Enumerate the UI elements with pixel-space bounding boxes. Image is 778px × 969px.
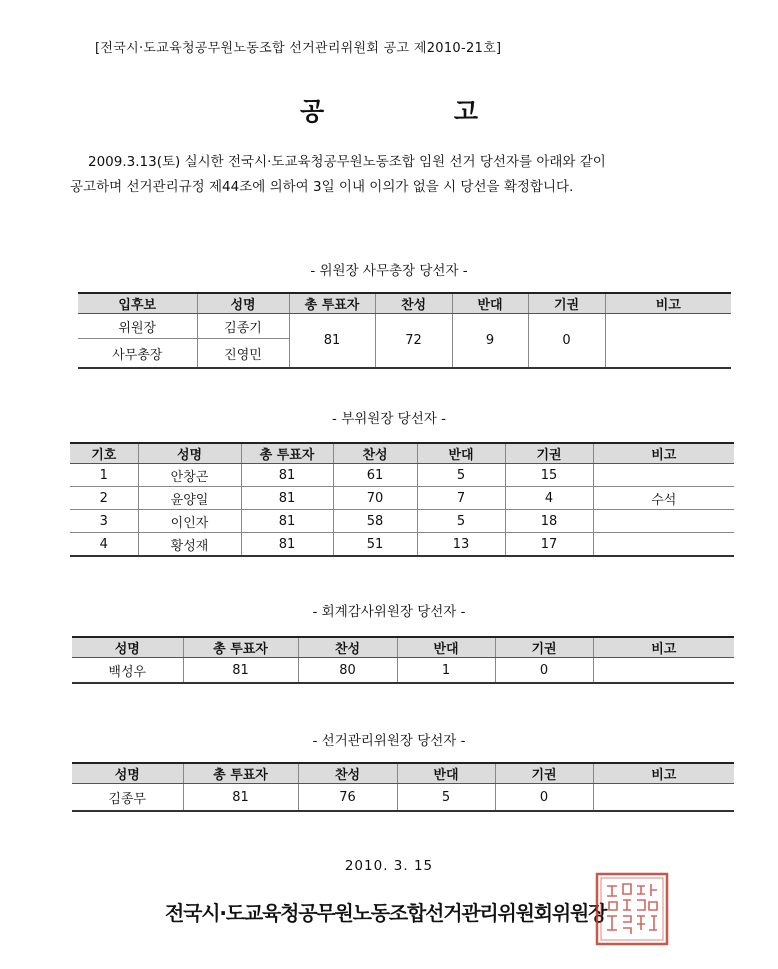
col-header: 찬성 [298, 763, 397, 784]
col-header: 반대 [417, 443, 505, 464]
table-chair-secretary [78, 292, 731, 369]
col-header: 성명 [197, 293, 289, 314]
intro-line-2: 공고하며 선거관리규정 제44조에 의하여 3일 이내 이의가 없을 시 당선을 확정합니다. [70, 179, 574, 195]
note-cell [593, 464, 734, 487]
total-cell: 81 [241, 464, 333, 487]
col-header: 총 투표자 [289, 293, 375, 314]
col-header: 총 투표자 [183, 637, 298, 658]
abstain-cell: 18 [505, 510, 593, 533]
col-header: 반대 [397, 763, 495, 784]
yes-cell: 72 [375, 314, 452, 369]
title-char-2: 고 [453, 97, 478, 126]
total-cell: 81 [289, 314, 375, 369]
col-header: 반대 [452, 293, 528, 314]
no-cell: 5 [417, 510, 505, 533]
name-cell: 김종기 [197, 314, 289, 339]
note-cell [593, 510, 734, 533]
section-title-vice-chair: - 부위원장 당선자 - [332, 411, 446, 427]
yes-cell: 51 [333, 533, 417, 557]
note-cell: 수석 [593, 487, 734, 510]
no-cell: 1 [397, 658, 495, 684]
col-header: 비고 [605, 293, 731, 314]
table-audit-chair [72, 636, 734, 684]
abstain-cell: 0 [495, 658, 593, 684]
col-header: 기호 [70, 443, 138, 464]
note-cell [593, 533, 734, 557]
official-seal-icon [595, 872, 669, 946]
name-cell: 황성재 [138, 533, 241, 557]
note-cell [593, 658, 734, 684]
table-row [70, 464, 734, 487]
col-header: 찬성 [375, 293, 452, 314]
abstain-cell: 0 [495, 784, 593, 812]
number-cell: 3 [70, 510, 138, 533]
section-title-election-committee: - 선거관리위원장 당선자 - [312, 733, 466, 749]
total-cell: 81 [241, 510, 333, 533]
abstain-cell: 4 [505, 487, 593, 510]
col-header: 총 투표자 [241, 443, 333, 464]
total-cell: 81 [183, 658, 298, 684]
notice-date: 2010. 3. 15 [344, 858, 434, 874]
col-header: 기권 [528, 293, 605, 314]
yes-cell: 70 [333, 487, 417, 510]
abstain-cell: 0 [528, 314, 605, 369]
table-row [70, 487, 734, 510]
col-header: 비고 [593, 763, 734, 784]
col-header: 반대 [397, 637, 495, 658]
intro-line-1: 2009.3.13(토) 실시한 전국시·도교육청공무원노동조합 임원 선거 당선자를 아래와 같이 [88, 154, 606, 170]
yes-cell: 80 [298, 658, 397, 684]
section-title-audit: - 회계감사위원장 당선자 - [312, 604, 466, 620]
col-header: 성명 [138, 443, 241, 464]
table-row [70, 510, 734, 533]
total-cell: 81 [183, 784, 298, 812]
no-cell: 13 [417, 533, 505, 557]
name-cell: 김종무 [72, 784, 183, 812]
col-header: 기권 [495, 763, 593, 784]
no-cell: 5 [397, 784, 495, 812]
col-header: 비고 [593, 637, 734, 658]
abstain-cell: 17 [505, 533, 593, 557]
col-header: 찬성 [298, 637, 397, 658]
name-cell: 이인자 [138, 510, 241, 533]
note-cell [593, 784, 734, 812]
name-cell: 백성우 [72, 658, 183, 684]
no-cell: 7 [417, 487, 505, 510]
col-header: 성명 [72, 763, 183, 784]
position-cell: 사무총장 [78, 339, 197, 369]
col-header: 찬성 [333, 443, 417, 464]
notice-header: [전국시·도교육청공무원노동조합 선거관리위원회 공고 제2010-21호] [95, 41, 502, 56]
number-cell: 4 [70, 533, 138, 557]
number-cell: 2 [70, 487, 138, 510]
table-row [70, 533, 734, 557]
section-title-chair: - 위원장 사무총장 당선자 - [310, 263, 468, 279]
total-cell: 81 [241, 533, 333, 557]
yes-cell: 58 [333, 510, 417, 533]
table-row [72, 784, 734, 812]
col-header: 비고 [593, 443, 734, 464]
col-header: 기권 [505, 443, 593, 464]
notice-title [300, 92, 478, 128]
note-cell [605, 314, 731, 369]
col-header: 성명 [72, 637, 183, 658]
yes-cell: 76 [298, 784, 397, 812]
no-cell: 5 [417, 464, 505, 487]
table-vice-chair [70, 442, 734, 557]
position-cell: 위원장 [78, 314, 197, 339]
total-cell: 81 [241, 487, 333, 510]
name-cell: 안창곤 [138, 464, 241, 487]
intro-paragraph [70, 150, 750, 200]
signature: 전국시·도교육청공무원노동조합선거관리위원회위원장 [165, 901, 607, 925]
title-char-1: 공 [300, 97, 325, 126]
name-cell: 진영민 [197, 339, 289, 369]
col-header: 입후보 [78, 293, 197, 314]
table-election-committee-chair [72, 762, 734, 812]
abstain-cell: 15 [505, 464, 593, 487]
number-cell: 1 [70, 464, 138, 487]
col-header: 기권 [495, 637, 593, 658]
table-row [72, 658, 734, 684]
yes-cell: 61 [333, 464, 417, 487]
col-header: 총 투표자 [183, 763, 298, 784]
no-cell: 9 [452, 314, 528, 369]
name-cell: 윤양일 [138, 487, 241, 510]
